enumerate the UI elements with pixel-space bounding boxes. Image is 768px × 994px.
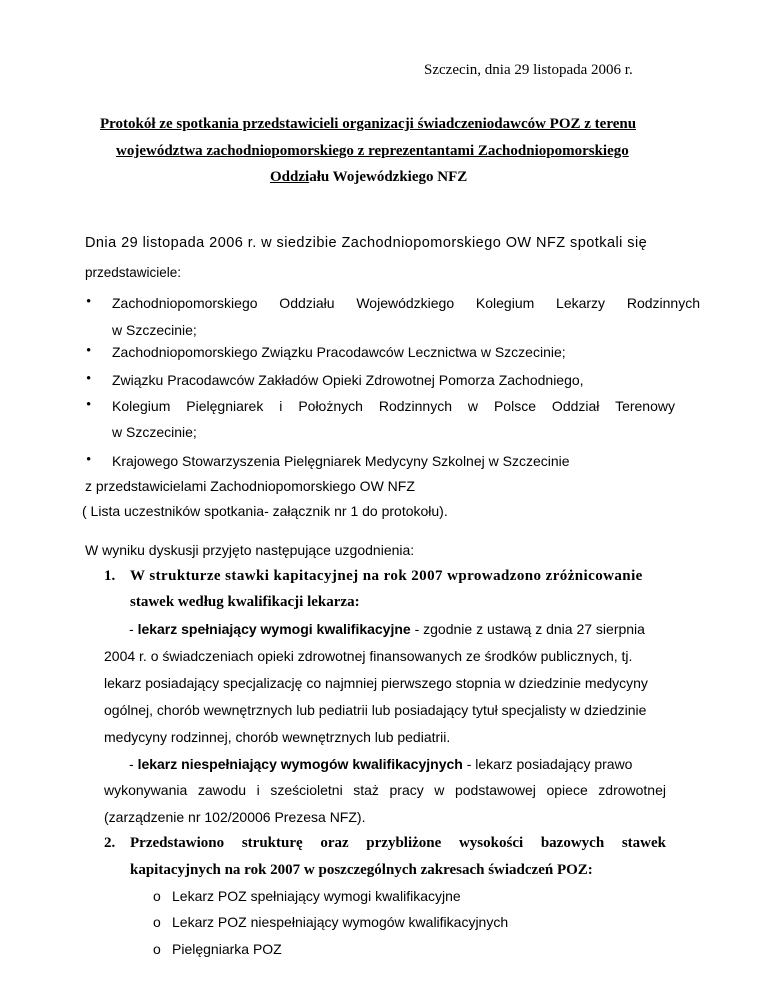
circle-bullet-icon: o [153, 941, 161, 957]
document-title-line-1: Protokół ze spotkania przedstawicieli organizacji świadczeniodawców POZ z terenu [100, 116, 637, 132]
agreement-number: 1. [104, 568, 116, 584]
participant-line-cont: w Szczecinie; [112, 322, 197, 338]
sub-item-text: Lekarz POZ niespełniający wymogów kwalifikacyjnych [172, 914, 509, 930]
agreement-heading-line-2: stawek według kwalifikacji lekarza: [130, 594, 360, 610]
paragraph-text: - lekarz posiadający prawo [462, 756, 633, 772]
paragraph-line: lekarz posiadający specjalizację co najmniej pierwszego stopnia w dziedzinie medycyny [104, 675, 648, 691]
dash: - [129, 756, 138, 772]
paragraph-line: ogólnej, chorób wewnętrznych lub pediatrii lub posiadający tytuł specjalisty w dziedzinie [104, 702, 647, 718]
paragraph-line: 2004 r. o świadczeniach opieki zdrowotnej finansowanych ze środków publicznych, tj. [104, 648, 633, 664]
document-title-line-2: województwa zachodniopomorskiego z reprezentantami Zachodniopomorskiego [116, 143, 629, 159]
after-list-line-2: ( Lista uczestników spotkania- załącznik nr 1 do protokołu). [82, 503, 448, 519]
participant-line: Zachodniopomorskiego Oddziału Wojewódzkiego Kolegium Lekarzy Rodzinnych [112, 295, 700, 311]
paragraph-text: - zgodnie z ustawą z dnia 27 sierpnia [410, 621, 645, 637]
paragraph-line [129, 756, 632, 772]
sub-item-text: Lekarz POZ spełniający wymogi kwalifikacyjne [172, 888, 461, 904]
bullet-icon: • [86, 397, 92, 413]
participant-line: Zachodniopomorskiego Związku Pracodawców Lecznictwa w Szczecinie; [112, 344, 566, 360]
participant-line-cont: w Szczecinie; [112, 424, 197, 440]
document-title-line-3 [270, 169, 467, 186]
agreement-number: 2. [104, 835, 116, 851]
agreement-heading-line-1: W strukturze stawki kapitacyjnej na rok 2007 wprowadzono zróżnicowanie [130, 568, 643, 584]
bullet-icon: • [86, 452, 92, 468]
intro-line-2: przedstawiciele: [85, 265, 182, 280]
paragraph-line: medycyny rodzinnej, chorób wewnętrznych lub pediatrii. [104, 729, 451, 745]
agreement-heading-line-1: Przedstawiono strukturę oraz przybliżone wysokości bazowych stawek [130, 835, 666, 851]
discussion-intro: W wyniku dyskusji przyjęto następujące uzgodnienia: [85, 542, 415, 558]
sub-item-text: Pielęgniarka POZ [172, 941, 282, 957]
bullet-icon: • [86, 371, 92, 387]
after-list-line-1: z przedstawicielami Zachodniopomorskiego OW NFZ [85, 478, 415, 494]
bullet-icon: • [86, 343, 92, 359]
dash: - [129, 621, 138, 637]
circle-bullet-icon: o [153, 888, 161, 904]
paragraph-line [129, 621, 645, 637]
paragraph-line: wykonywania zawodu i sześcioletni staż pracy w podstawowej opiece zdrowotnej [104, 782, 666, 798]
bullet-icon: • [86, 294, 92, 310]
document-date: Szczecin, dnia 29 listopada 2006 r. [424, 62, 633, 78]
participant-line: Krajowego Stowarzyszenia Pielęgniarek Medycyny Szkolnej w Szczecinie [112, 453, 570, 469]
title-underlined-part: Oddzi [270, 169, 310, 185]
paragraph-line: (zarządzenie nr 102/20006 Prezesa NFZ). [104, 809, 366, 825]
participant-line: Kolegium Pielęgniarek i Położnych Rodzinnych w Polsce Oddział Terenowy [112, 398, 675, 414]
term-qualified: lekarz spełniający wymogi kwalifikacyjne [137, 621, 411, 637]
intro-line-1: Dnia 29 listopada 2006 r. w siedzibie Zachodniopomorskiego OW NFZ spotkali się [85, 235, 648, 251]
agreement-heading-line-2: kapitacyjnych na rok 2007 w poszczególnych zakresach świadczeń POZ: [130, 862, 593, 878]
title-rest-part: ału Wojewódzkiego NFZ [309, 169, 468, 185]
circle-bullet-icon: o [153, 914, 161, 930]
participant-line: Związku Pracodawców Zakładów Opieki Zdrowotnej Pomorza Zachodniego, [112, 372, 584, 388]
term-not-qualified: lekarz niespełniający wymogów kwalifikacyjnych [137, 756, 463, 772]
